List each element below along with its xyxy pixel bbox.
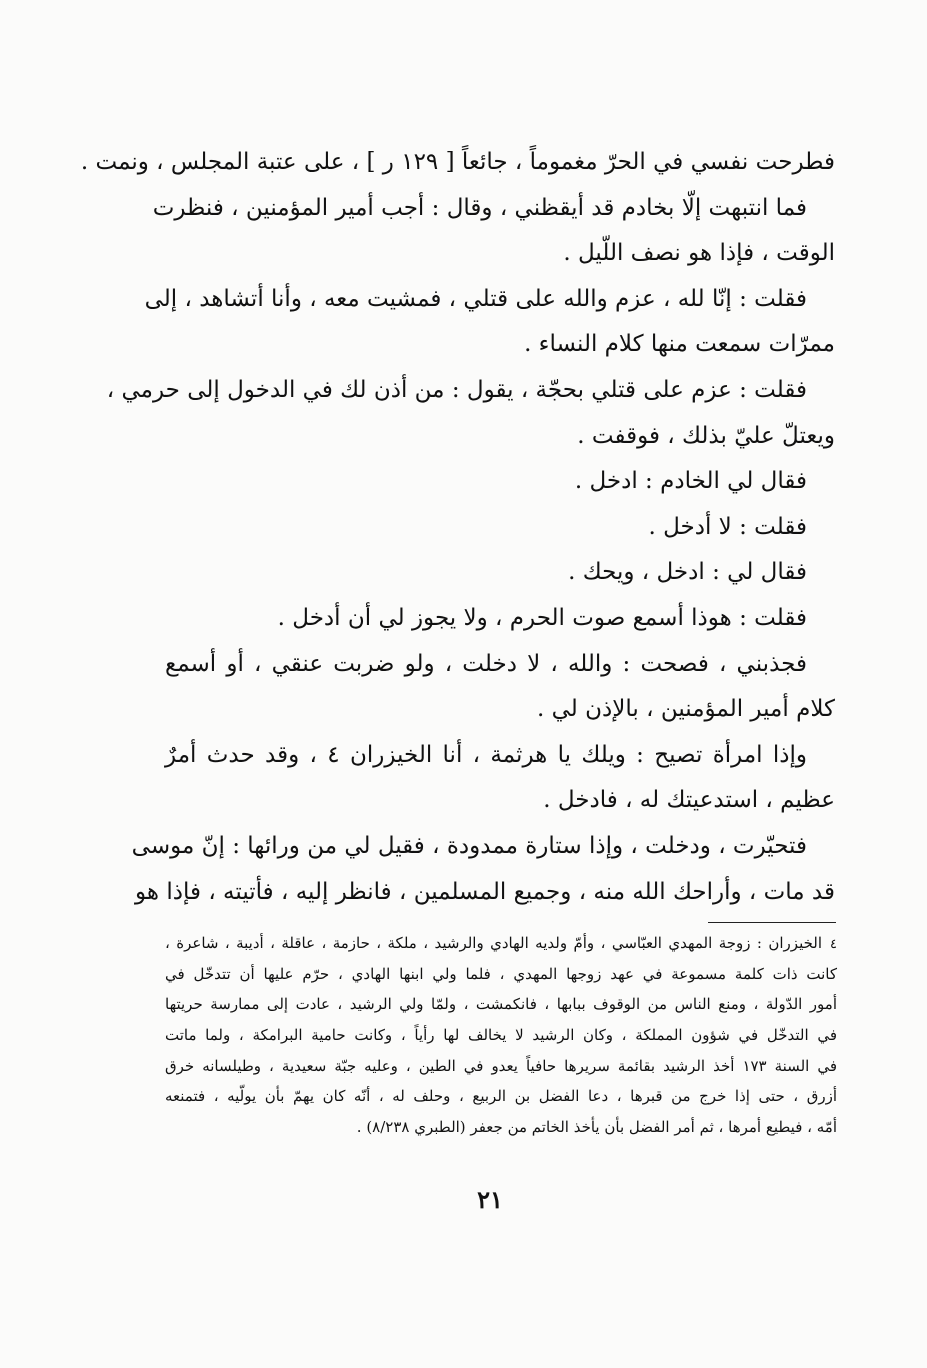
footnote-line: أمّه ، فيطيع أمرها ، ثم أمر الفضل بأن يأخذ الخاتم من جعفر (الطبري ٨/٢٣٨) . — [356, 1118, 837, 1137]
text-line: فجذبني ، فصحت : والله ، لا دخلت ، ولو ضربت عنقي ، أو أسمع — [165, 650, 807, 677]
footnote — [165, 928, 837, 1143]
text-line: قد مات ، وأراحك الله منه ، وجميع المسلمين ، فانظر إليه ، فأتيته ، فإذا هو — [135, 878, 835, 905]
text-line: كلام أمير المؤمنين ، بالإذن لي . — [537, 696, 835, 723]
text-line: فقال لي الخادم : ادخل . — [574, 468, 807, 495]
page-number: ٢١ — [477, 1185, 503, 1214]
footnote-line — [165, 928, 837, 959]
text-line: فقلت : لا أدخل . — [648, 513, 807, 540]
text-line: فما انتبهت إلّا بخادم قد أيقظني ، وقال : أجب أمير المؤمنين ، فنظرت — [152, 194, 807, 221]
footnote-divider — [708, 922, 836, 923]
footnote-text: الخيزران : زوجة المهدي العبّاسي ، وأمّ ولديه الهادي والرشيد ، ملكة ، حازمة ، عاقلة ، أديبة ، شاعرة ، — [165, 934, 823, 952]
text-line: الوقت ، فإذا هو نصف اللّيل . — [563, 240, 835, 267]
text-line: فقال لي : ادخل ، ويحك . — [568, 559, 807, 586]
footnote-line: أمور الدّولة ، ومنع الناس من الوقوف ببابها ، فانكمشت ، ولمّا ولي الرشيد ، عادت إلى ممارسة حريتها — [165, 995, 837, 1014]
text-line: فقلت : هوذا أسمع صوت الحرم ، ولا يجوز لي أن أدخل . — [277, 604, 807, 631]
text-line: فتحيّرت ، ودخلت ، وإذا ستارة ممدودة ، فقيل لي من ورائها : إنّ موسى — [131, 832, 807, 859]
footnote-line: في السنة ١٧٣ أخذ الرشيد بقائمة سريرها حافياً يعدو في الطين ، وعليه جبّة سعيدية ، وطيلسانه خرق — [165, 1056, 837, 1075]
footnote-line: أزرق ، حتى إذا خرج من قبرها ، دعا الفضل بن الربيع ، وحلف له ، أنّه كان يهمّ بأن يولّيه ، فتمنعه — [165, 1087, 837, 1106]
footnote-marker: ٤ — [830, 937, 837, 952]
text-line: فطرحت نفسي في الحرّ مغموماً ، جائعاً [ ١٢٩ ر ] ، على عتبة المجلس ، ونمت . — [80, 149, 835, 175]
text-line: عظيم ، استدعيتك له ، فادخل . — [543, 787, 835, 814]
main-text — [80, 140, 835, 915]
text-line: ويعتلّ عليّ بذلك ، فوقفت . — [577, 422, 835, 449]
text-line: ممرّات سمعت منها كلام النساء . — [524, 331, 835, 358]
footnote-line: كانت ذات كلمة مسموعة في عهد زوجها المهدي ، فلما ولي ابنها الهادي ، حرّم عليها أن تتدخّل في — [165, 964, 837, 983]
text-line: فقلت : إنّا لله ، عزم والله على قتلي ، فمشيت معه ، وأنا أتشاهد ، إلى — [144, 285, 807, 312]
text-line: فقلت : عزم على قتلي بحجّة ، يقول : من أذن لك في الدخول إلى حرمي ، — [106, 376, 807, 403]
footnote-line: في التدخّل في شؤون المملكة ، وكان الرشيد لا يخالف لها رأياً ، وكانت حامية البرامكة ، ولما ماتت — [165, 1026, 837, 1045]
text-line: وإذا امرأة تصيح : ويلك يا هرثمة ، أنا الخيزران ٤ ، وقد حدث أمرٌ — [165, 741, 808, 768]
